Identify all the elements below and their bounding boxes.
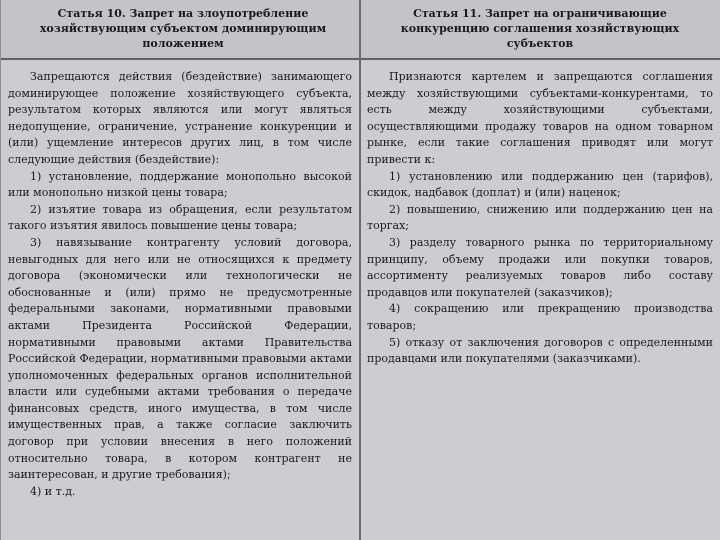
article-10-paragraph: Запрещаются действия (бездействие) занимающего доминирующее положение хозяйствующего субъекта, результатом которых являются или могут являться недопущение, ограничение, устранение конкуренции и (или) ущемление интересов других лиц, в том числе следующие действия (бездействие):: [8, 70, 352, 166]
article-11-paragraph: 3) разделу товарного рынка по территориальному принципу, объему продажи или покупки товаров, ассортименту реализуемых товаров либо составу продавцов или покупателей (заказчиков);: [367, 235, 713, 299]
article-11-paragraph: 4) сокращению или прекращению производства товаров;: [367, 302, 713, 332]
article-10-text: [8, 69, 352, 500]
column-divider: [359, 0, 361, 540]
article-11-paragraph: 1) установлению или поддержанию цен (тарифов), скидок, надбавок (доплат) и (или) наценок;: [367, 169, 713, 200]
article-10-paragraph: 1) установление, поддержание монопольно высокой или монопольно низкой цены товара;: [8, 169, 352, 200]
article-11-paragraph: 5) отказу от заключения договоров с определенными продавцами или покупателями (заказчиками).: [367, 335, 713, 366]
header-article-10: Статья 10. Запрет на злоупотребление хозяйствующим субъектом доминирующим положением: [39, 7, 327, 50]
article-11-paragraph: 2) повышению, снижению или поддержанию цен на торгах;: [367, 202, 713, 233]
article-10-paragraph: 2) изъятие товара из обращения, если результатом такого изъятия явилось повышение цены товара;: [8, 202, 352, 233]
article-11-paragraph: Признаются картелем и запрещаются соглашения между хозяйствующими субъектами-конкурентами, то есть между хозяйствующими субъектами, осуществляющими продажу товаров на одном товарном рынке, если такие соглашения приводят или могут привести к:: [367, 70, 713, 166]
article-11-text: [367, 69, 713, 368]
header-article-11: Статья 11. Запрет на ограничивающие конкуренцию соглашения хозяйствующих субъектов: [400, 7, 680, 50]
article-10-paragraph: 4) и т.д.: [30, 484, 76, 498]
article-10-paragraph: 3) навязывание контрагенту условий договора, невыгодных для него или не относящихся к предмету договора (экономически или технологически не обоснованные и (или) прямо не предусмотренные федеральными законами, нормативными правовыми актами Президента Российской Федерации, нормативными правовыми актами Правительства Российской Федерации, нормативными правовыми актами уполномоченных федеральных органов исполнительной власти или судебными актами требования о передаче финансовых средств, иного имущества, в том числе имущественных прав, а также согласие заключить договор при условии внесения в него положений относительно товара, в котором контрагент не заинтересован, и другие требования);: [8, 235, 352, 482]
